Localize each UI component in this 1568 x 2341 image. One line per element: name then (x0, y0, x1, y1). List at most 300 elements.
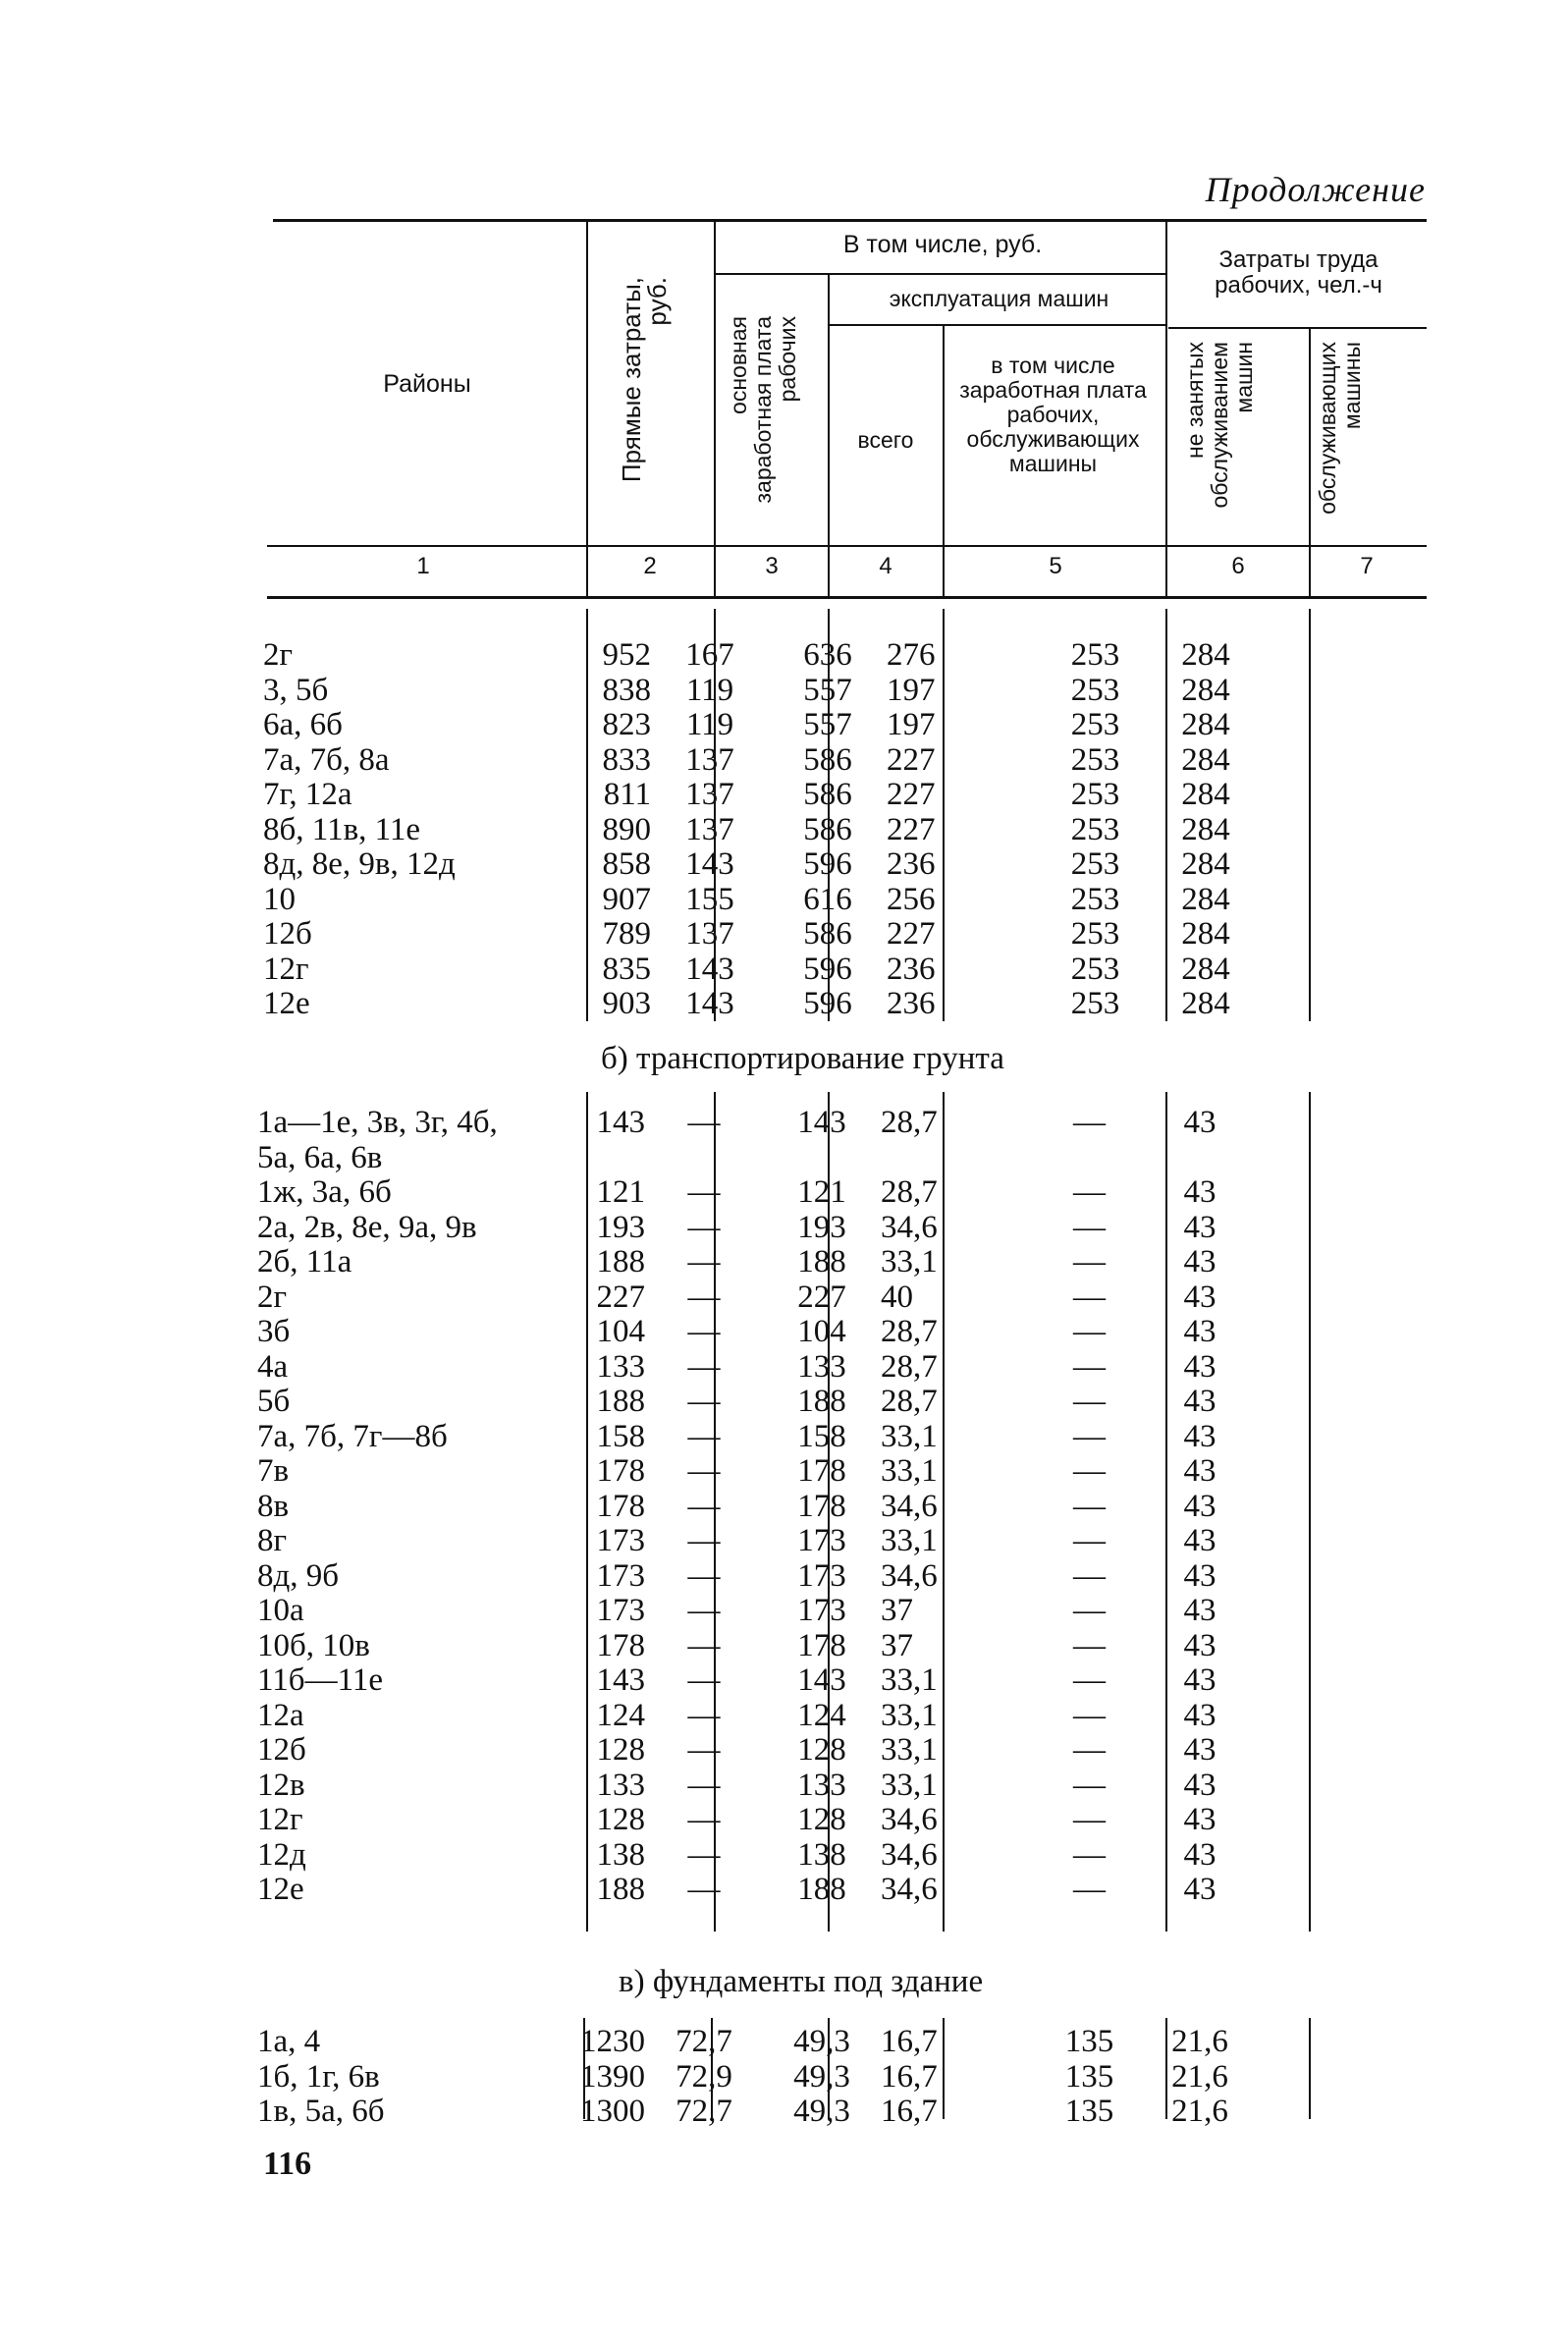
cell-c4: 586 (803, 741, 852, 778)
cell-c4: 616 (803, 881, 852, 917)
table-section-a (263, 638, 1260, 1022)
cell-region: 8в (257, 1488, 290, 1524)
table-row (263, 917, 1260, 953)
cell-c6: — (1073, 1767, 1106, 1803)
cell-c6: — (1073, 1627, 1106, 1663)
page-number: 116 (263, 2146, 312, 2182)
table-row (263, 953, 1260, 988)
cell-region: 3, 5б (263, 672, 329, 708)
header-direct-costs: Прямые затраты, руб. (617, 277, 672, 483)
cell-region: 7а, 7б, 8а (263, 741, 390, 778)
table-row (257, 1420, 1254, 1455)
cell-c6: — (1073, 1523, 1106, 1558)
cell-region: 10б, 10в (257, 1627, 370, 1663)
cell-c6: — (1073, 1488, 1106, 1524)
header-vline-6 (1165, 222, 1167, 596)
cell-c5: 236 (887, 951, 936, 987)
cell-c4: 128 (797, 1732, 846, 1768)
table-section-c (257, 2025, 1254, 2130)
cell-c3: — (687, 1488, 721, 1524)
table-row (257, 2060, 1254, 2096)
cell-region: 12б (263, 916, 312, 952)
cell-c2: 173 (596, 1593, 645, 1628)
cell-region: 5б (257, 1384, 291, 1419)
cell-c6: — (1073, 1174, 1106, 1210)
cell-c4: 138 (797, 1836, 846, 1873)
cell-c3: 119 (685, 707, 734, 742)
cell-c3 (645, 1141, 763, 1176)
header-machine-total: всего (857, 427, 914, 453)
table-row (257, 1245, 1254, 1280)
cell-c7: 21,6 (1171, 2094, 1228, 2129)
colnum-6: 6 (1231, 553, 1245, 579)
cell-region: 1б, 1г, 6в (257, 2058, 380, 2095)
cell-c7: 43 (1183, 1697, 1217, 1733)
cell-c5: 227 (887, 741, 936, 778)
cell-region: 1ж, 3а, 6б (257, 1174, 392, 1210)
cell-c2: 143 (596, 1662, 645, 1698)
cell-region: 1а—1е, 3в, 3г, 4б, (257, 1105, 498, 1140)
cell-c2: 1230 (580, 2024, 645, 2059)
cell-c2: 188 (596, 1244, 645, 1279)
cell-c4: 636 (803, 637, 852, 673)
table-row (257, 1629, 1254, 1664)
cell-c7 (1146, 1141, 1254, 1176)
cell-c2: 227 (596, 1279, 645, 1315)
cell-c7: 43 (1183, 1279, 1217, 1315)
header-labor-group: Затраты труда рабочих, чел.-ч (1215, 246, 1382, 299)
header-machine-group: эксплуатация машин (889, 286, 1109, 311)
cell-c3: 137 (685, 777, 734, 812)
cell-c5: 197 (887, 672, 936, 708)
cell-c3: 143 (685, 846, 734, 882)
cell-c4: 596 (803, 846, 852, 882)
cell-region: 12г (257, 1802, 303, 1837)
cell-c7: 43 (1183, 1384, 1217, 1419)
table-row (257, 1873, 1254, 1908)
cell-c6: 253 (1070, 811, 1120, 847)
cell-c5: 256 (887, 881, 936, 917)
colnum-4: 4 (879, 553, 892, 579)
cell-c5: 33,1 (881, 1732, 938, 1768)
header-bottom-rule (267, 545, 1427, 547)
cell-c5: 34,6 (881, 1802, 938, 1837)
cell-c3: — (687, 1209, 721, 1245)
table-row (257, 1490, 1254, 1525)
cell-c7: 21,6 (1171, 2058, 1228, 2095)
cell-c4: 193 (797, 1209, 846, 1245)
cell-c3: — (687, 1348, 721, 1385)
table-row (263, 743, 1260, 779)
table-row (263, 813, 1260, 848)
cell-c4: 596 (803, 986, 852, 1021)
cell-c3: 155 (685, 881, 734, 917)
cell-c6: — (1073, 1453, 1106, 1489)
cell-c2: 121 (596, 1174, 645, 1210)
cell-c6: 253 (1070, 637, 1120, 673)
cell-c7: 284 (1181, 777, 1230, 812)
cell-c5: 34,6 (881, 1872, 938, 1907)
cell-region: 11б—11е (257, 1662, 383, 1698)
cell-c5: 28,7 (881, 1105, 938, 1140)
cell-c2: 188 (596, 1384, 645, 1419)
cell-c3: — (687, 1593, 721, 1628)
cell-c5: 33,1 (881, 1244, 938, 1279)
cell-c6: — (1073, 1314, 1106, 1349)
cell-c3: — (687, 1627, 721, 1663)
cell-c6: 135 (1064, 2024, 1114, 2059)
cell-c4: 143 (797, 1105, 846, 1140)
cell-c7: 284 (1181, 672, 1230, 708)
cell-c7: 43 (1183, 1627, 1217, 1663)
cell-c2: 178 (596, 1453, 645, 1489)
cell-c3: — (687, 1244, 721, 1279)
table-row (257, 1211, 1254, 1246)
table-row (263, 778, 1260, 813)
table-row (263, 674, 1260, 709)
cell-c4: 586 (803, 811, 852, 847)
cell-c6: — (1073, 1279, 1106, 1315)
cell-c5: 16,7 (881, 2024, 938, 2059)
cell-c3: — (687, 1384, 721, 1419)
cell-c7: 43 (1183, 1836, 1217, 1873)
cell-region: 7в (257, 1453, 290, 1489)
cell-c7: 284 (1181, 707, 1230, 742)
cell-c4: 178 (797, 1627, 846, 1663)
cell-c6: 135 (1064, 2058, 1114, 2095)
header-vline-4 (828, 275, 830, 596)
cell-c3: — (687, 1662, 721, 1698)
cell-c2: 903 (602, 986, 651, 1021)
cell-c2: 858 (602, 846, 651, 882)
cell-c5: 34,6 (881, 1557, 938, 1594)
cell-c6: — (1073, 1836, 1106, 1873)
cell-region: 6а, 6б (263, 707, 343, 742)
cell-c6: 253 (1070, 846, 1120, 882)
table-row (257, 1350, 1254, 1386)
cell-c4 (763, 1141, 881, 1176)
cell-c2: 823 (602, 707, 651, 742)
cell-c2: 133 (596, 1348, 645, 1385)
cell-c2: 173 (596, 1557, 645, 1594)
cell-c6: — (1073, 1105, 1106, 1140)
cell-region: 8б, 11в, 11е (263, 811, 421, 847)
cell-c3: 72,9 (676, 2058, 732, 2095)
cell-c3: 137 (685, 811, 734, 847)
cell-c6: — (1073, 1418, 1106, 1454)
cell-c4: 133 (797, 1348, 846, 1385)
cell-c5: 34,6 (881, 1488, 938, 1524)
cell-c3: 119 (685, 672, 734, 708)
cell-c4: 173 (797, 1593, 846, 1628)
cell-c3: 143 (685, 951, 734, 987)
cell-c3: 72,7 (676, 2024, 732, 2059)
cell-c3: — (687, 1418, 721, 1454)
cell-c5: 33,1 (881, 1453, 938, 1489)
table-row (257, 1663, 1254, 1699)
cell-region: 4а (257, 1348, 289, 1385)
table-row (257, 1175, 1254, 1211)
cell-c6: — (1073, 1732, 1106, 1768)
continuation-label: Продолжение (1205, 170, 1426, 209)
cell-c2: 835 (602, 951, 651, 987)
cell-c5: 227 (887, 916, 936, 952)
cell-c7: 43 (1183, 1872, 1217, 1907)
cell-region: 7г, 12а (263, 777, 352, 812)
cell-c4: 178 (797, 1453, 846, 1489)
cell-c5: 33,1 (881, 1697, 938, 1733)
cell-c4: 586 (803, 777, 852, 812)
cell-c4: 49,3 (793, 2058, 850, 2095)
cell-c7: 43 (1183, 1105, 1217, 1140)
cell-c3: — (687, 1836, 721, 1873)
cell-c7: 284 (1181, 881, 1230, 917)
cell-c5: 236 (887, 986, 936, 1021)
cell-c2: 104 (596, 1314, 645, 1349)
cell-c6: — (1073, 1872, 1106, 1907)
cell-c5: 28,7 (881, 1174, 938, 1210)
cell-c4: 133 (797, 1767, 846, 1803)
cell-c4: 557 (803, 672, 852, 708)
colnum-5: 5 (1049, 553, 1062, 579)
table-row (257, 1769, 1254, 1804)
table-row (257, 1141, 1254, 1176)
cell-c6: 253 (1070, 916, 1120, 952)
cell-c3: — (687, 1697, 721, 1733)
cell-c2 (571, 1141, 645, 1176)
header-not-serving: не занятых обслуживанием машин (1182, 342, 1257, 509)
cell-region: 10а (257, 1593, 304, 1628)
cell-c6: — (1073, 1209, 1106, 1245)
cell-c6: — (1073, 1384, 1106, 1419)
cell-c4: 121 (797, 1174, 846, 1210)
cell-c4: 124 (797, 1697, 846, 1733)
cell-c6: 253 (1070, 881, 1120, 917)
cell-region: 7а, 7б, 7г—8б (257, 1418, 448, 1454)
cell-c7: 43 (1183, 1802, 1217, 1837)
table-row (263, 987, 1260, 1022)
header-vline-3 (714, 222, 716, 596)
header-vline-5 (943, 326, 945, 596)
cell-c5: 16,7 (881, 2094, 938, 2129)
cell-c7: 284 (1181, 986, 1230, 1021)
colnum-2: 2 (643, 553, 657, 579)
header-machine-wages: в том числе заработная плата рабочих, обслуживающих машины (959, 353, 1147, 476)
table-row (257, 1280, 1254, 1316)
header-regions: Районы (383, 370, 471, 398)
cell-c7: 284 (1181, 811, 1230, 847)
cell-c2: 1300 (580, 2094, 645, 2129)
cell-c3: — (687, 1174, 721, 1210)
body-vline (1309, 609, 1311, 1021)
cell-c3: — (687, 1314, 721, 1349)
cell-c3: 143 (685, 986, 734, 1021)
cell-c5: 33,1 (881, 1767, 938, 1803)
cell-c6: 135 (1064, 2094, 1114, 2129)
cell-c6 (1033, 1141, 1146, 1176)
cell-c6: — (1073, 1348, 1106, 1385)
table-row (257, 1594, 1254, 1629)
cell-c2: 158 (596, 1418, 645, 1454)
cell-c3: — (687, 1872, 721, 1907)
cell-c5: 28,7 (881, 1348, 938, 1385)
cell-c3: — (687, 1767, 721, 1803)
table-section-b (257, 1106, 1254, 1908)
cell-c7: 43 (1183, 1662, 1217, 1698)
cell-c6: — (1073, 1244, 1106, 1279)
cell-c5: 33,1 (881, 1523, 938, 1558)
colnum-1: 1 (416, 553, 430, 579)
cell-c5: 37 (881, 1593, 913, 1628)
cell-c4: 128 (797, 1802, 846, 1837)
cell-c6: 253 (1070, 672, 1120, 708)
cell-c2: 193 (596, 1209, 645, 1245)
cell-c6: — (1073, 1802, 1106, 1837)
cell-region: 8д, 8е, 9в, 12д (263, 846, 456, 882)
cell-c5: 28,7 (881, 1384, 938, 1419)
cell-c5: 40 (881, 1279, 913, 1315)
header-base-wages: основная заработная плата рабочих (726, 316, 800, 504)
cell-c2: 952 (602, 637, 651, 673)
cell-c6: — (1073, 1697, 1106, 1733)
colnum-bottom-rule (267, 596, 1427, 599)
table-row (257, 2025, 1254, 2060)
cell-region: 1в, 5а, 6б (257, 2094, 385, 2129)
cell-region: 12в (257, 1767, 305, 1803)
table-row (257, 2095, 1254, 2130)
cell-c2: 124 (596, 1697, 645, 1733)
cell-c4: 158 (797, 1418, 846, 1454)
cell-c5: 34,6 (881, 1209, 938, 1245)
cell-c5 (881, 1141, 1033, 1176)
table-row (263, 638, 1260, 674)
header-serving: обслуживающих машины (1315, 342, 1365, 515)
cell-c3: — (687, 1557, 721, 1594)
body-vline (1309, 2018, 1311, 2119)
cell-c4: 173 (797, 1557, 846, 1594)
cell-c6: — (1073, 1662, 1106, 1698)
cell-region: 12е (257, 1872, 304, 1907)
section-title-foundations: в) фундаменты под здание (619, 1964, 984, 1999)
cell-c5: 227 (887, 811, 936, 847)
cell-c2: 128 (596, 1802, 645, 1837)
labor-group-rule (1168, 327, 1427, 329)
cell-c2: 173 (596, 1523, 645, 1558)
cell-region: 3б (257, 1314, 291, 1349)
cell-c2: 811 (603, 777, 651, 812)
cell-c7: 43 (1183, 1488, 1217, 1524)
cell-region: 5а, 6а, 6в (257, 1139, 383, 1175)
cell-c7: 43 (1183, 1174, 1217, 1210)
cell-c7: 284 (1181, 846, 1230, 882)
cell-c3: 137 (685, 741, 734, 778)
cell-c2: 178 (596, 1627, 645, 1663)
cell-c4: 596 (803, 951, 852, 987)
cell-c4: 188 (797, 1872, 846, 1907)
header-incl-group: В том числе, руб. (842, 231, 1043, 258)
cell-c5: 28,7 (881, 1314, 938, 1349)
cell-c4: 178 (797, 1488, 846, 1524)
table-row (257, 1733, 1254, 1769)
cell-c7: 43 (1183, 1244, 1217, 1279)
cell-c3: — (687, 1732, 721, 1768)
cell-c6: — (1073, 1593, 1106, 1628)
table-row (257, 1106, 1254, 1141)
cell-c4: 173 (797, 1523, 846, 1558)
cell-c7: 21,6 (1171, 2024, 1228, 2059)
cell-region: 2а, 2в, 8е, 9а, 9в (257, 1209, 477, 1245)
cell-c2: 907 (602, 881, 651, 917)
cell-c2: 838 (602, 672, 651, 708)
cell-c7: 43 (1183, 1314, 1217, 1349)
cell-c6: 253 (1070, 707, 1120, 742)
incl-group-rule (714, 273, 1165, 275)
cell-c7: 43 (1183, 1453, 1217, 1489)
cell-c3: — (687, 1453, 721, 1489)
cell-c7: 284 (1181, 916, 1230, 952)
cell-region: 8д, 9б (257, 1557, 340, 1594)
cell-c6: 253 (1070, 741, 1120, 778)
cell-c2: 1390 (580, 2058, 645, 2095)
table-row (257, 1699, 1254, 1734)
cell-c7: 43 (1183, 1557, 1217, 1594)
cell-c3: — (687, 1105, 721, 1140)
cell-region: 10 (263, 881, 296, 917)
cell-c7: 43 (1183, 1209, 1217, 1245)
header-vline-7 (1309, 329, 1311, 596)
table-row (263, 883, 1260, 918)
cell-c5: 276 (887, 637, 936, 673)
cell-c2: 188 (596, 1872, 645, 1907)
table-row (263, 708, 1260, 743)
cell-c4: 49,3 (793, 2024, 850, 2059)
cell-region: 2г (263, 637, 294, 673)
cell-c5: 16,7 (881, 2058, 938, 2095)
machine-group-rule (828, 324, 1165, 326)
cell-c3: — (687, 1802, 721, 1837)
table-row (257, 1454, 1254, 1490)
cell-c6: — (1073, 1557, 1106, 1594)
cell-c6: 253 (1070, 986, 1120, 1021)
cell-c7: 43 (1183, 1348, 1217, 1385)
cell-c2: 833 (602, 741, 651, 778)
cell-c7: 43 (1183, 1732, 1217, 1768)
colnum-7: 7 (1360, 553, 1374, 579)
section-title-transport: б) транспортирование грунта (601, 1041, 1004, 1076)
cell-c4: 557 (803, 707, 852, 742)
cell-c4: 586 (803, 916, 852, 952)
cell-c4: 143 (797, 1662, 846, 1698)
cell-region: 12д (257, 1836, 306, 1873)
cell-c4: 188 (797, 1384, 846, 1419)
cell-c2: 178 (596, 1488, 645, 1524)
cell-c5: 33,1 (881, 1662, 938, 1698)
cell-c6: 253 (1070, 777, 1120, 812)
header-top-rule (273, 219, 1427, 222)
table-row (257, 1315, 1254, 1350)
cell-c3: — (687, 1279, 721, 1315)
cell-c7: 284 (1181, 741, 1230, 778)
cell-c4: 227 (797, 1279, 846, 1315)
cell-region: 12е (263, 986, 310, 1021)
cell-region: 2г (257, 1279, 288, 1315)
cell-c2: 128 (596, 1732, 645, 1768)
cell-c3: 167 (685, 637, 734, 673)
cell-c4: 188 (797, 1244, 846, 1279)
cell-region: 1а, 4 (257, 2024, 321, 2059)
table-row (257, 1524, 1254, 1559)
cell-region: 2б, 11а (257, 1244, 352, 1279)
